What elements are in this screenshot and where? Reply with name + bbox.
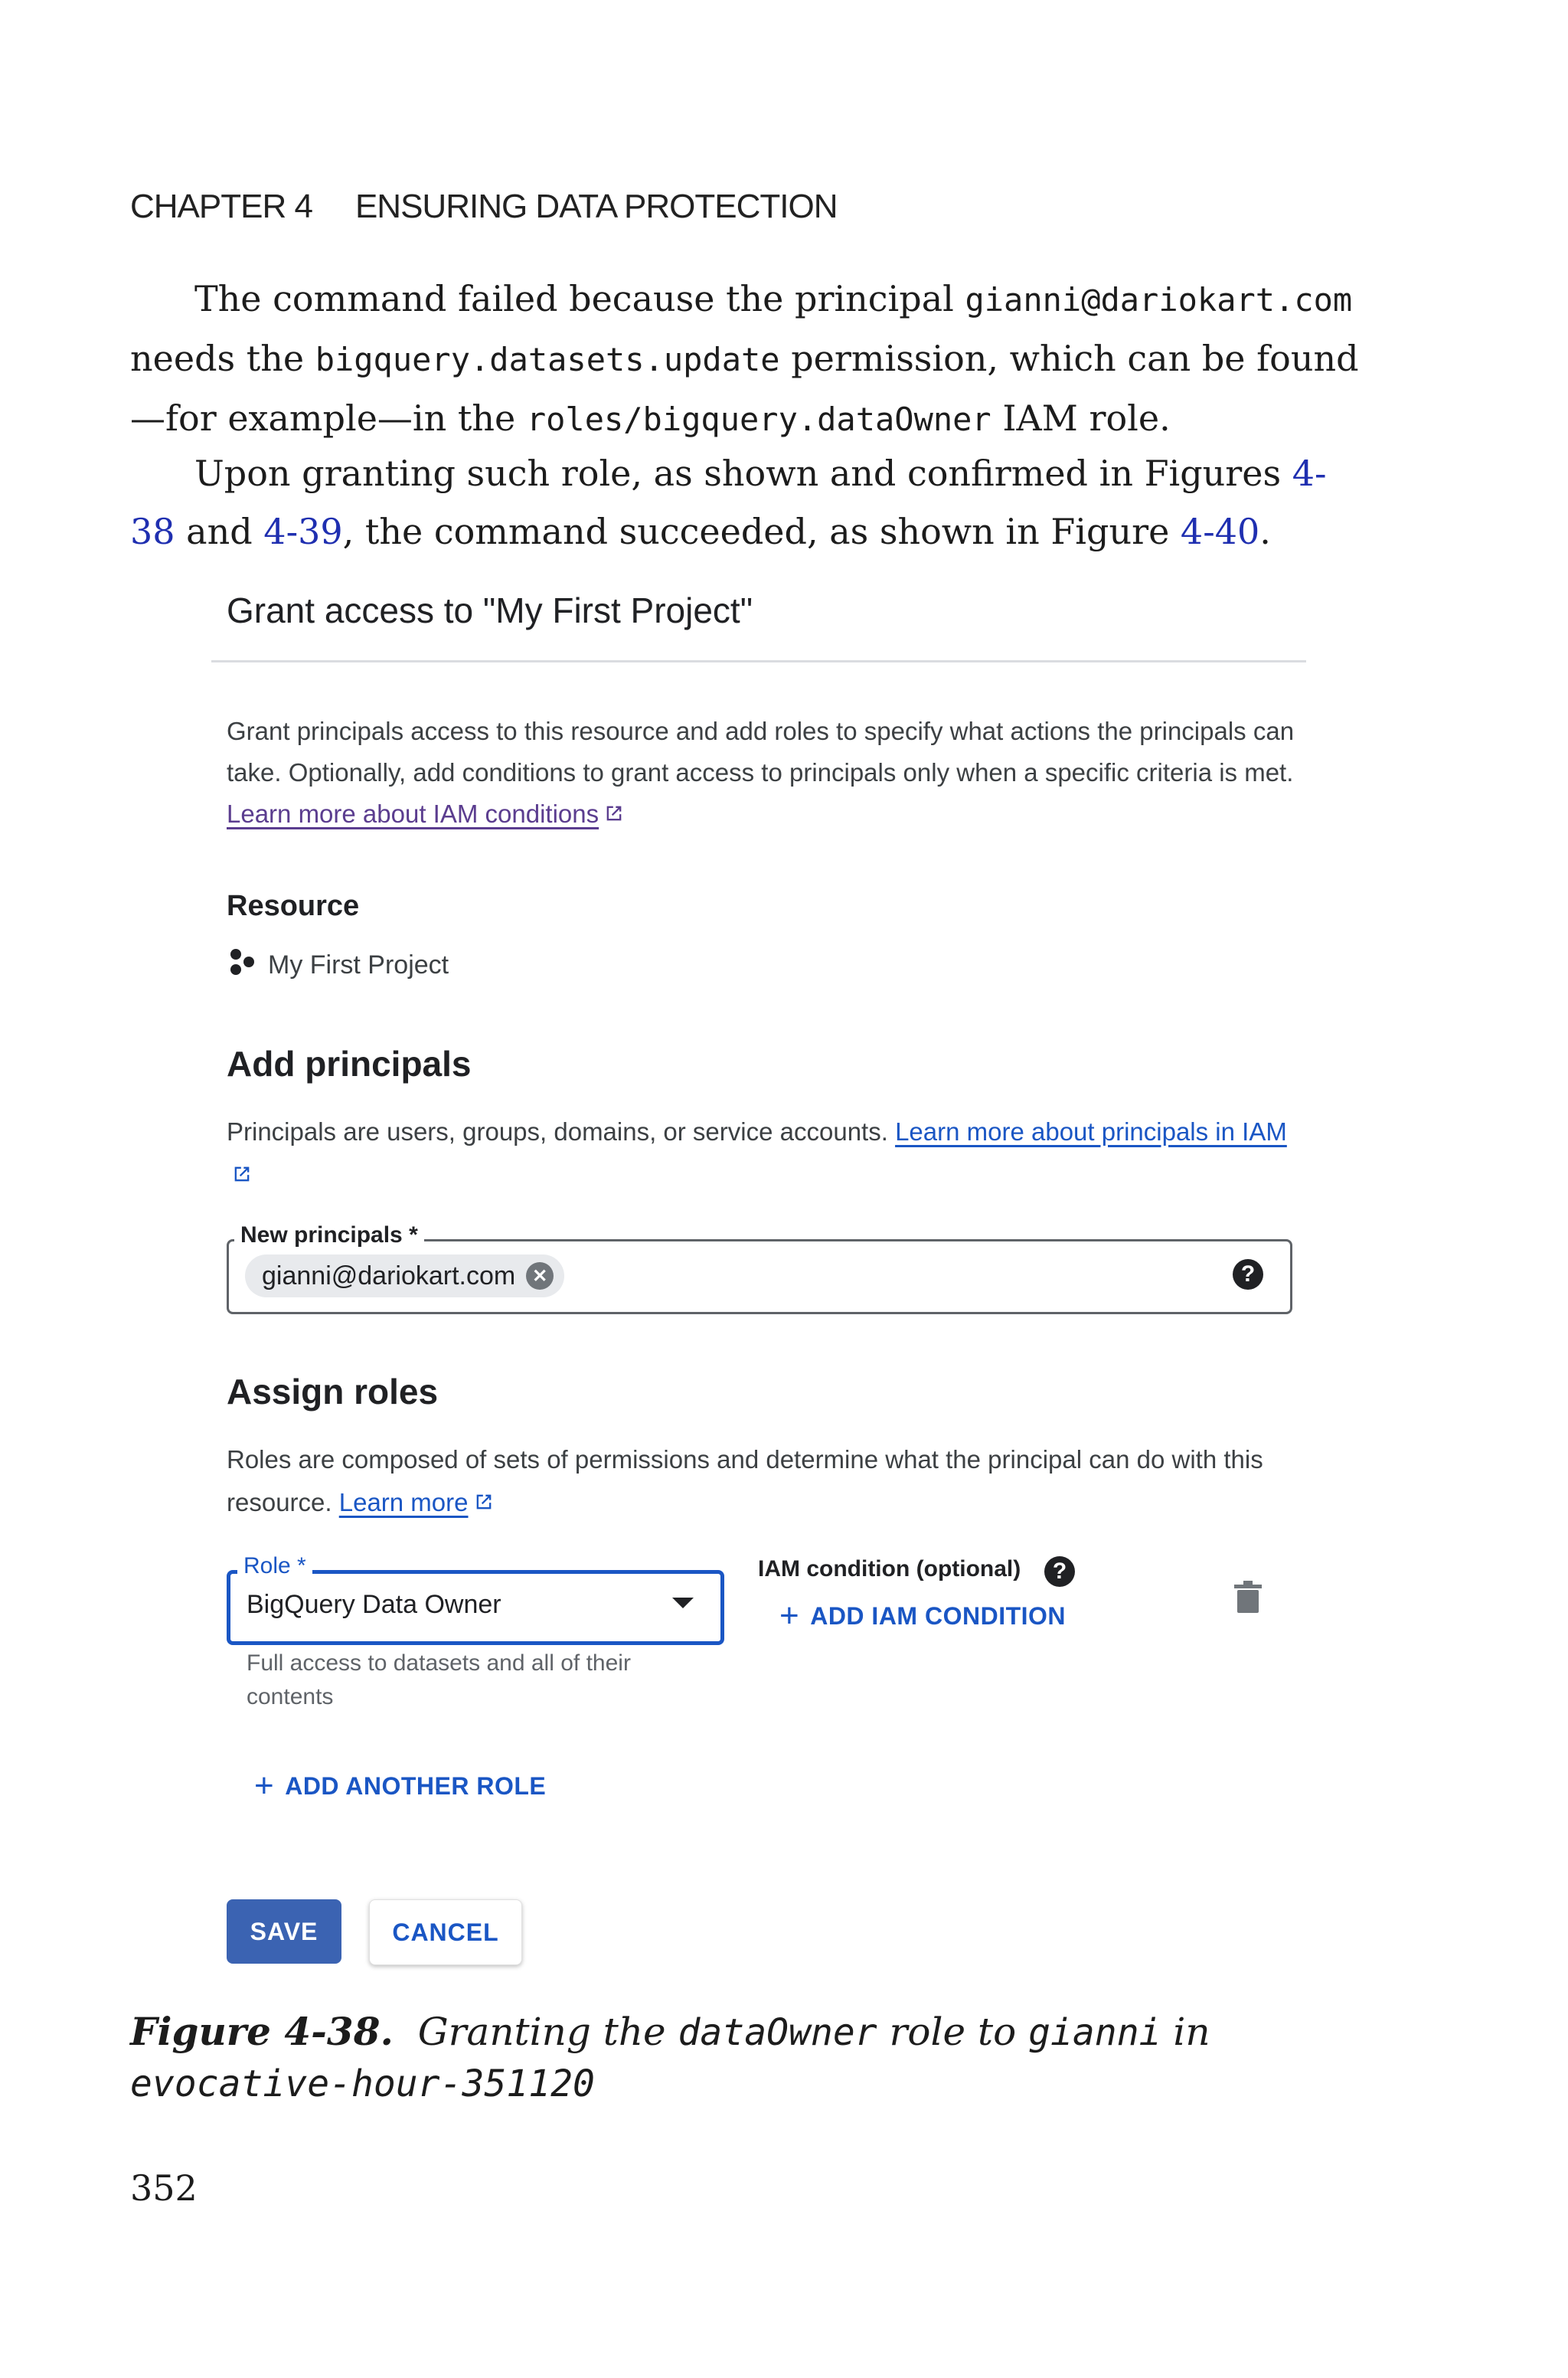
clear-chip-icon[interactable]: ✕ xyxy=(526,1262,554,1290)
resource-name: My First Project xyxy=(268,950,449,980)
plus-icon: + xyxy=(779,1597,800,1634)
code: evocative-hour-351120 xyxy=(130,2062,595,2105)
external-link-icon xyxy=(473,1483,495,1526)
text: Grant principals access to this resource and add roles to specify what actions the principals can take. Optionally, add conditions to grant access to principals only when a specific criteria is met. xyxy=(227,717,1295,787)
text: needs the xyxy=(130,338,315,379)
external-link-icon xyxy=(603,795,625,836)
external-link-icon xyxy=(231,1155,253,1198)
figure-caption xyxy=(130,2007,1432,2109)
button-label: ADD ANOTHER ROLE xyxy=(285,1771,547,1800)
text: Upon granting such role, as shown and confirmed in Figures xyxy=(194,453,1292,494)
running-header xyxy=(130,188,838,226)
grant-access-dialog xyxy=(211,574,1321,1991)
text: . xyxy=(1259,511,1271,552)
text: The command failed because the principal xyxy=(194,278,965,319)
figure-link[interactable]: 4-39 xyxy=(263,511,343,552)
iam-condition-label: IAM condition (optional) xyxy=(758,1556,1021,1582)
save-button[interactable]: SAVE xyxy=(227,1899,341,1964)
paragraph-2 xyxy=(130,444,1370,561)
role-helper-text: Full access to datasets and all of their contents xyxy=(247,1650,631,1709)
add-principals-heading: Add principals xyxy=(227,1044,472,1084)
resource-row xyxy=(227,947,449,984)
trash-icon[interactable] xyxy=(1234,1581,1262,1618)
figure-number: Figure 4-38. xyxy=(130,2009,394,2054)
code-principal: gianni@dariokart.com xyxy=(965,281,1353,319)
help-icon[interactable]: ? xyxy=(1044,1556,1075,1587)
project-icon xyxy=(227,947,268,984)
code-permission: bigquery.datasets.update xyxy=(315,341,780,378)
text: role to xyxy=(877,2010,1029,2054)
assign-roles-heading: Assign roles xyxy=(227,1372,439,1411)
text: Granting the xyxy=(417,2010,678,2054)
plus-icon: + xyxy=(254,1767,275,1804)
chapter-number: CHAPTER 4 xyxy=(130,188,312,225)
code-role: roles/bigquery.dataOwner xyxy=(526,401,991,438)
principal-chip[interactable] xyxy=(245,1254,564,1297)
role-label: Role * xyxy=(237,1553,312,1579)
cancel-button[interactable]: CANCEL xyxy=(369,1899,522,1965)
assign-roles-text xyxy=(227,1438,1298,1526)
button-label: ADD IAM CONDITION xyxy=(810,1601,1067,1630)
text: and xyxy=(175,511,264,552)
role-value: BigQuery Data Owner xyxy=(247,1590,501,1619)
add-iam-condition-button[interactable] xyxy=(779,1599,1066,1633)
page-number: 352 xyxy=(130,2167,198,2209)
text: , the command succeeded, as shown in Figure xyxy=(342,511,1181,552)
iam-conditions-link[interactable]: Learn more about IAM conditions xyxy=(227,800,599,828)
chip-label: gianni@dariokart.com xyxy=(262,1261,516,1290)
divider xyxy=(211,660,1306,662)
code: dataOwner xyxy=(678,2011,877,2054)
add-another-role-button[interactable] xyxy=(254,1769,546,1803)
code: gianni xyxy=(1028,2011,1161,2054)
dropdown-arrow-icon[interactable] xyxy=(672,1598,694,1608)
figure-link[interactable]: 4-40 xyxy=(1180,511,1260,552)
intro-text xyxy=(227,711,1298,836)
text: IAM role. xyxy=(991,397,1171,439)
text: permission, which can be found—for example—in the xyxy=(130,338,1359,439)
dialog-title: Grant access to "My First Project" xyxy=(227,590,753,630)
text: Roles are composed of sets of permissions and determine what the principal can do with this resource. xyxy=(227,1445,1263,1516)
text: Principals are users, groups, domains, or service accounts. xyxy=(227,1117,896,1146)
add-principals-text xyxy=(227,1110,1298,1198)
resource-heading: Resource xyxy=(227,890,360,922)
new-principals-label: New principals * xyxy=(234,1222,424,1248)
paragraph-1 xyxy=(130,270,1370,449)
learn-more-link[interactable]: Learn more xyxy=(338,1488,469,1516)
figure-link[interactable]: 4-38 xyxy=(130,453,1327,552)
principals-link[interactable]: Learn more about principals in IAM xyxy=(895,1117,1287,1146)
help-icon[interactable]: ? xyxy=(1233,1259,1263,1290)
text: in xyxy=(1161,2010,1210,2054)
chapter-title: ENSURING DATA PROTECTION xyxy=(354,188,838,225)
